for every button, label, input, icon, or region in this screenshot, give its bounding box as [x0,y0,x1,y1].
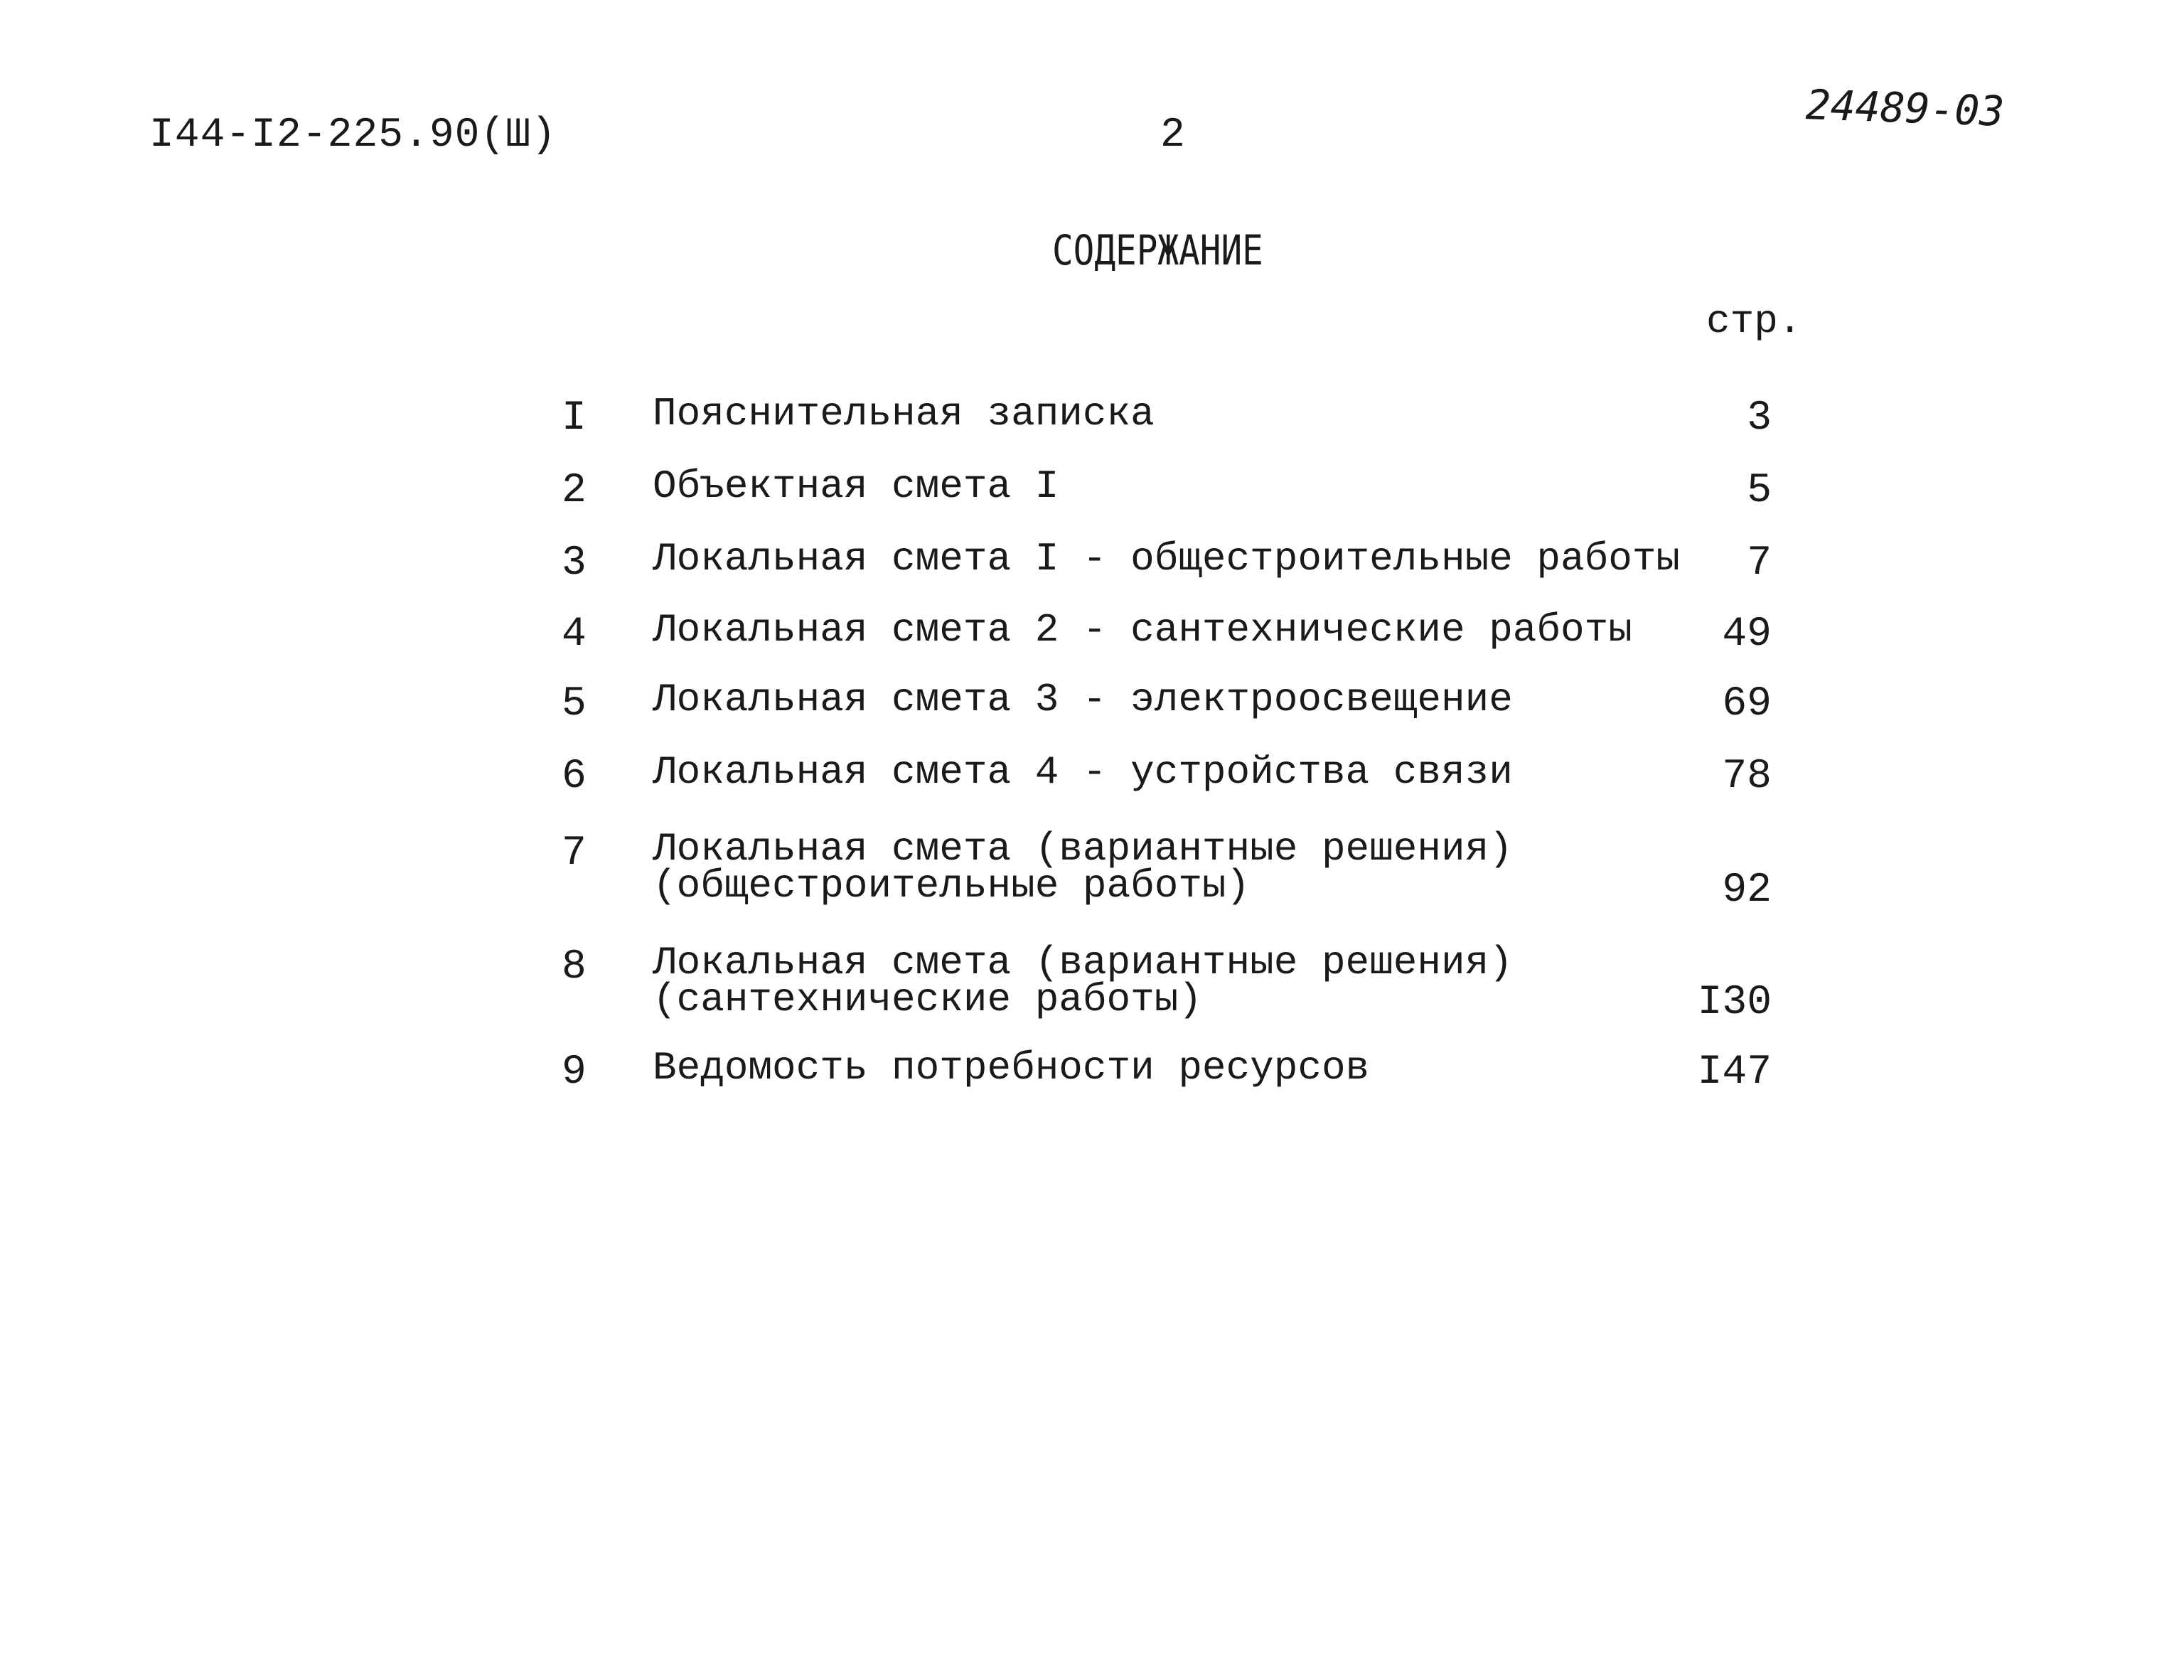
toc-item-title: Пояснительная записка [653,391,1155,437]
toc-item-number: 9 [562,1049,587,1096]
pages-column-header: стр. [1706,299,1802,344]
document-code: I44-I2-225.90(Ш) [149,112,557,159]
toc-item-title: Локальная смета 2 - сантехнические работы [653,607,1632,653]
toc-item-title: Локальная смета I - общестроительные работы [653,536,1681,582]
toc-item-page: 7 [1747,540,1772,587]
toc-item-title: Локальная смета (вариантные решения) (сантехнические работы) [653,940,1513,1022]
toc-item-page: 49 [1722,611,1772,658]
page-number: 2 [1160,112,1185,159]
toc-item-title: Локальная смета 3 - электроосвещение [653,677,1513,722]
toc-item-page: I30 [1697,980,1772,1026]
toc-item-page: I47 [1697,1049,1772,1096]
toc-item-title: Ведомость потребности ресурсов [653,1045,1370,1091]
toc-item-number: I [562,395,587,442]
toc-item-title: Локальная смета (вариантные решения) (общестроительные работы) [653,826,1513,909]
toc-item-number: 4 [562,611,587,658]
toc-item-page: 69 [1722,681,1772,727]
contents-title: СОДЕРЖАНИЕ [1052,226,1263,274]
toc-item-page: 92 [1722,867,1772,914]
toc-item-number: 2 [562,468,587,514]
toc-item-number: 8 [562,944,587,990]
toc-item-title: Локальная смета 4 - устройства связи [653,749,1513,795]
toc-item-number: 5 [562,681,587,727]
toc-item-number: 7 [562,830,587,877]
toc-item-title: Объектная смета I [653,464,1059,509]
archive-number-handwritten: 24489-03 [1804,80,2006,136]
toc-item-page: 78 [1722,754,1772,800]
toc-item-page: 3 [1747,395,1772,442]
toc-item-number: 3 [562,540,587,587]
toc-item-number: 6 [562,754,587,800]
toc-item-page: 5 [1747,468,1772,514]
